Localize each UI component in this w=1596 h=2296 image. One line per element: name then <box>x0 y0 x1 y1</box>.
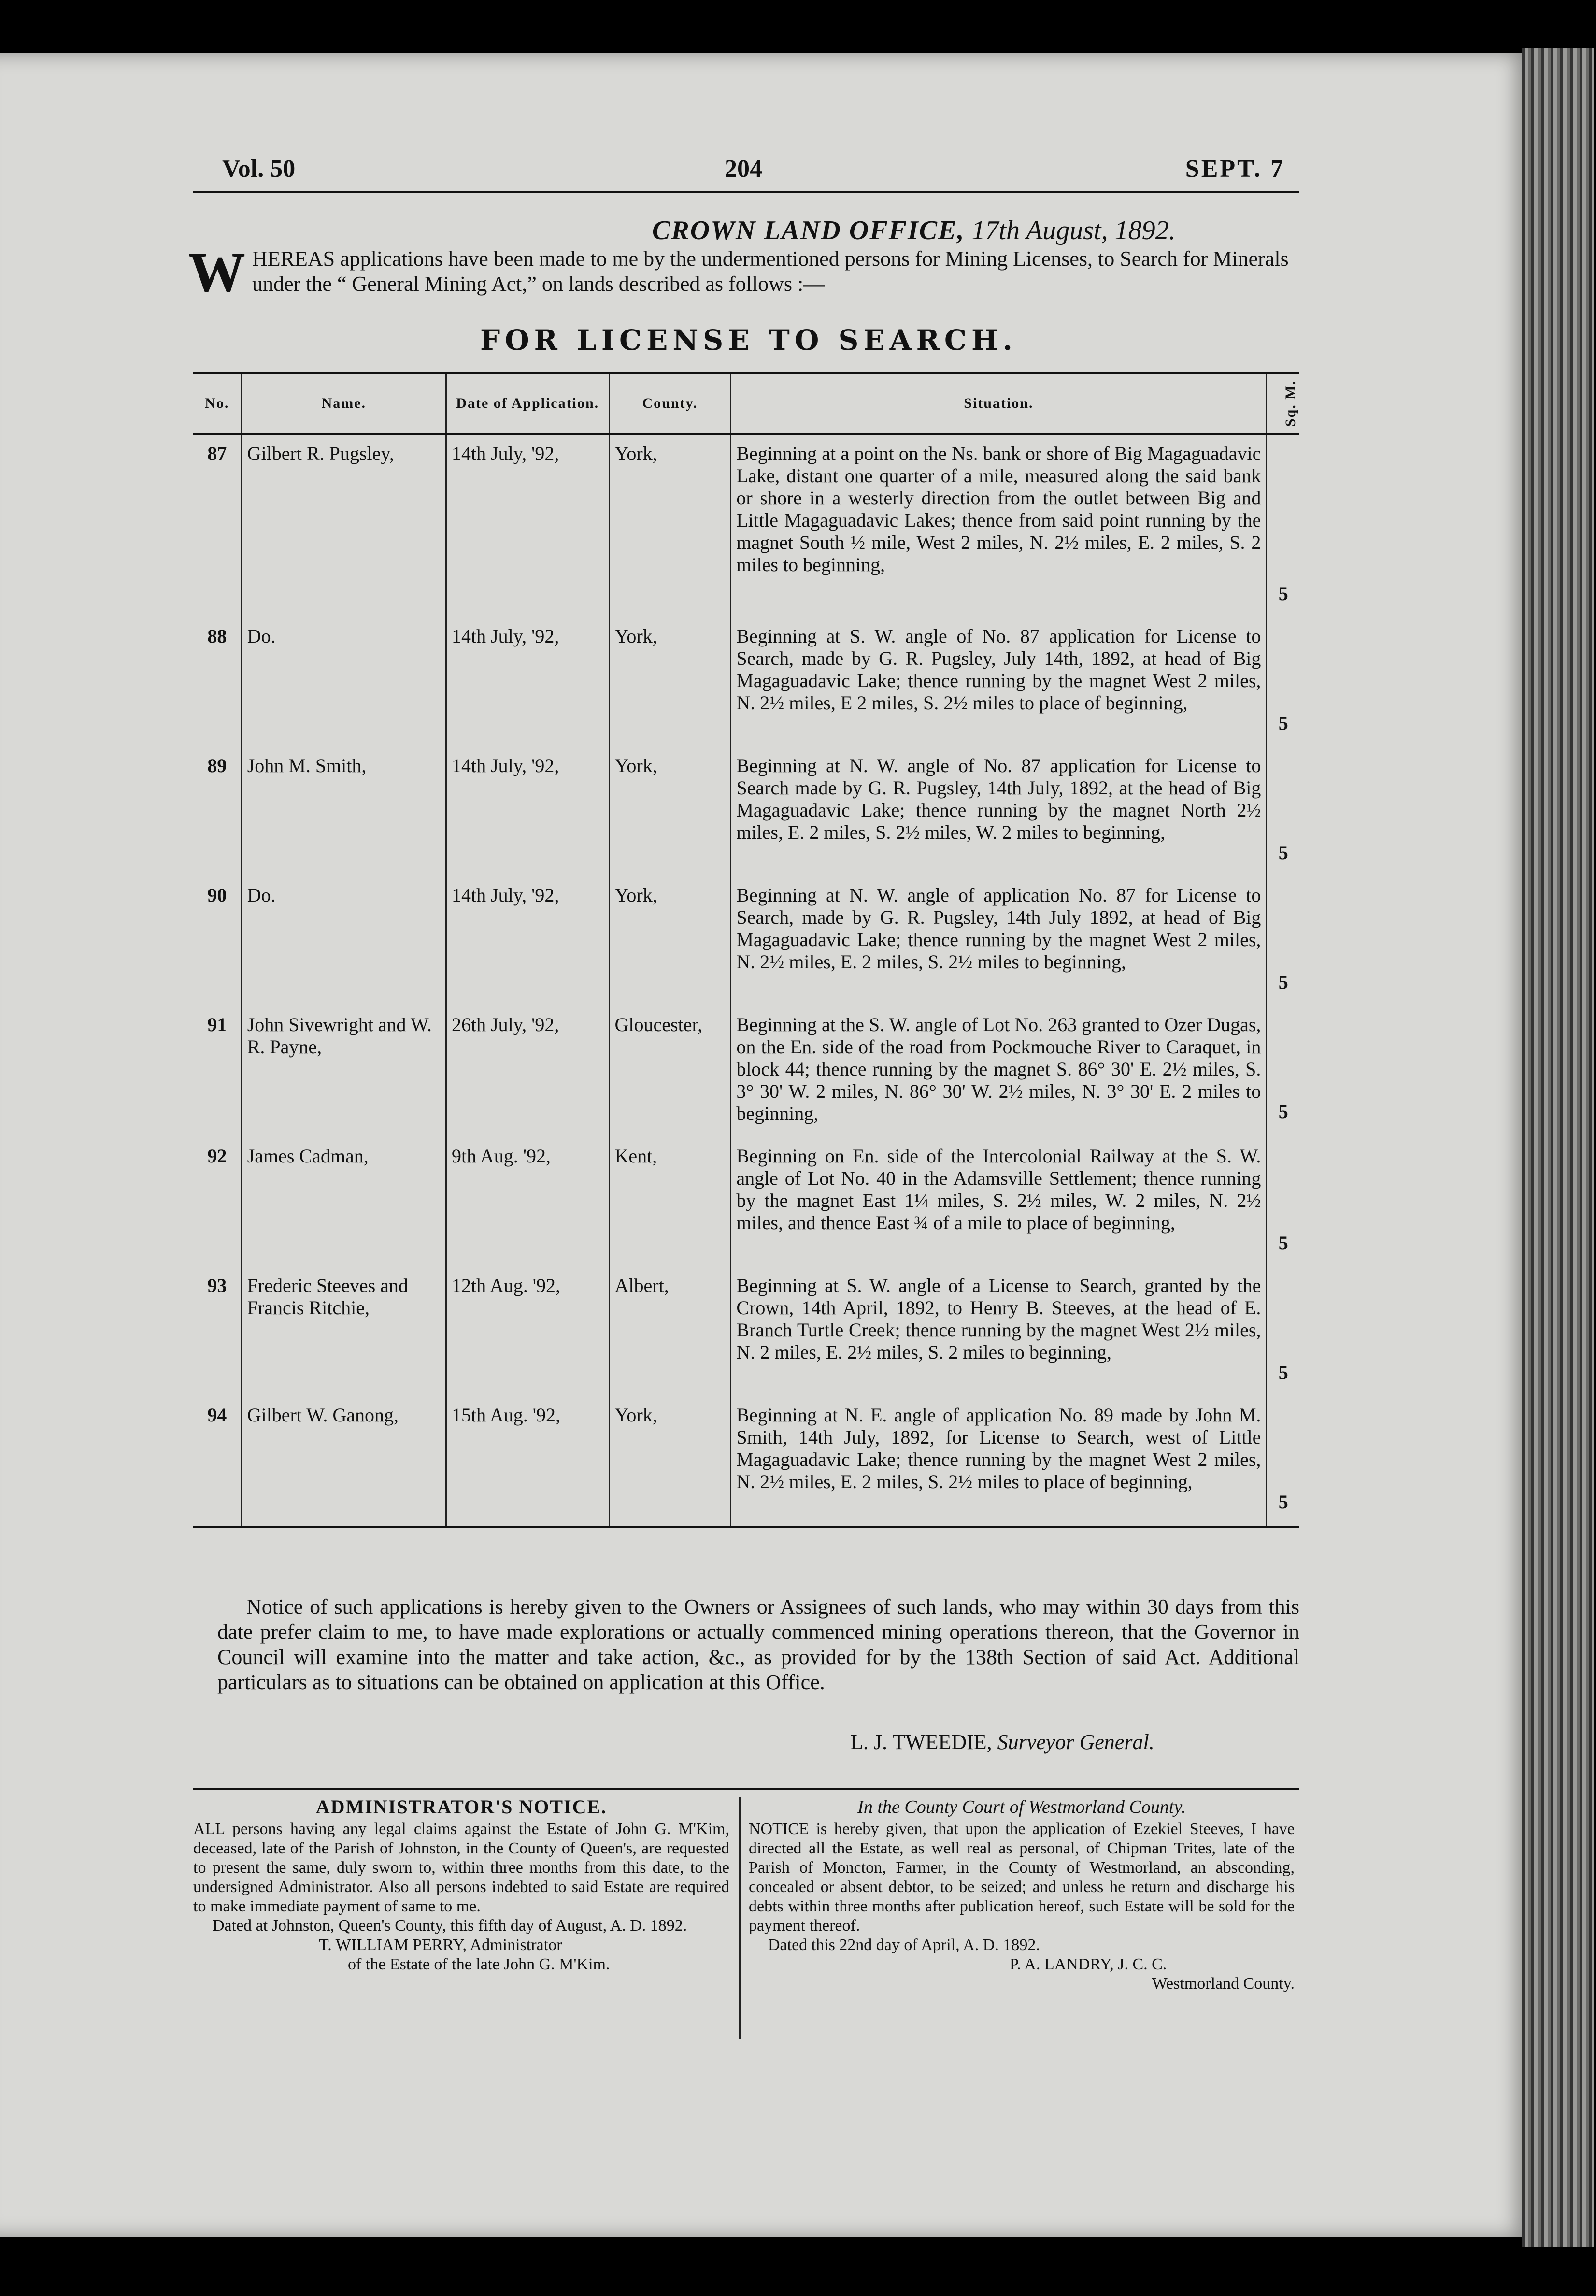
whereas-text: HEREAS applications have been made to me by the undermentioned persons for Mining Licenses, to Search for Minerals under the “ General Mining Act,” on lands described as follows :— <box>252 247 1289 296</box>
notice-paragraph: Notice of such applications is hereby given to the Owners or Assignees of such lands, who may within 30 days from this date prefer claim to me, to have made explorations or actually commenced mining operations thereon, that the Governor in Council will examine into the matter and take action, &c., as provided for by the 138th Section of said Act. Additional particulars as to situations can be obtained on application at this Office. <box>217 1595 1299 1694</box>
row-sq-cell <box>1267 747 1299 876</box>
row-situation: Beginning at a point on the Ns. bank or shore of Big Magaguadavic Lake, distant one quarter of a mile, measured along the said bank or shore in a westerly direction from the outlet between Big and Little Magaguadavic Lakes; thence from said point running by the magnet South ½ mile, West 2 miles, N. 2½ miles, E. 2 miles, S. 2 miles to beginning, <box>731 434 1267 617</box>
table-row <box>193 1267 1299 1396</box>
administrator-notice-body: ALL persons having any legal claims against the Estate of John G. M'Kim, deceased, late of the Parish of Johnston, in the County of Queen's, are requested to present the same, duly sworn to, within three months from this date, to the undersigned Administrator. Also all persons indebted to said Estate are required to make immediate payment of same to me. <box>193 1820 729 1915</box>
footer-rule <box>193 1788 1299 1790</box>
row-name: Do. <box>242 617 446 747</box>
row-no: 89 <box>207 755 227 776</box>
court-signer: P. A. LANDRY, J. C. C. <box>1010 1955 1167 1973</box>
signature-title: Surveyor General. <box>997 1730 1154 1754</box>
row-sq: 5 <box>1278 583 1288 604</box>
row-sq: 5 <box>1278 1491 1288 1513</box>
row-no: 94 <box>193 1396 242 1527</box>
office-date: 17th August, 1892. <box>971 215 1176 245</box>
office-name: CROWN LAND OFFICE, <box>652 215 965 245</box>
license-table <box>193 372 1299 1528</box>
row-date: 26th July, '92, <box>446 1006 609 1137</box>
column-divider <box>739 1797 741 2039</box>
whereas-paragraph <box>188 241 1309 304</box>
row-county: Gloucester, <box>609 1006 731 1137</box>
row-county: York, <box>609 876 731 1006</box>
court-notice-title: In the County Court of Westmorland County. <box>857 1797 1186 1817</box>
row-no: 92 <box>207 1145 227 1167</box>
table-row <box>193 1006 1299 1137</box>
table-row <box>193 434 1299 617</box>
row-situation: Beginning at N. W. angle of No. 87 application for License to Search made by G. R. Pugsley, 14th July, 1892, at the head of Big Magaguadavic Lake; thence running by the magnet North 2½ miles, E. 2 miles, S. 2½ miles, W. 2 miles to beginning, <box>731 747 1267 876</box>
row-sq: 5 <box>1278 712 1288 734</box>
drop-cap: W <box>188 241 245 304</box>
row-situation: Beginning at N. E. angle of application No. 89 made by John M. Smith, 14th July, 1892, for License to Search, west of Little Magaguadavic Lake; thence running by the magnet West 2 miles, N. 2½ miles, E. 2 miles, S. 2½ miles to place of beginning, <box>731 1396 1267 1527</box>
row-situation: Beginning at the S. W. angle of Lot No. 263 granted to Ozer Dugas, on the En. side of the road from Pockmouche River to Caraquet, in block 44; thence running by the magnet S. 86° 30' E. 2½ miles, S. 3° 30' W. 2 miles, N. 86° 30' W. 2½ miles, N. 3° 30' E. 2 miles to beginning, <box>731 1006 1267 1137</box>
row-county: York, <box>609 434 731 617</box>
county-court-notice <box>749 1797 1295 1994</box>
section-title: FOR LICENSE TO SEARCH. <box>480 324 1017 357</box>
row-date: 15th Aug. '92, <box>446 1396 609 1527</box>
row-date: 14th July, '92, <box>446 617 609 747</box>
row-sq-cell <box>1267 876 1299 1006</box>
row-situation: Beginning at N. W. angle of application No. 87 for License to Search, made by G. R. Pugsley, 14th July 1892, at head of Big Magaguadavic Lake; thence running by the magnet West 2 miles, N. 2½ miles, E. 2 miles, S. 2½ miles to beginning, <box>731 876 1267 1006</box>
row-sq-cell <box>1267 1396 1299 1527</box>
row-situation: Beginning at S. W. angle of a License to Search, granted by the Crown, 14th April, 1892, to Henry B. Steeves, at the head of E. Branch Turtle Creek; thence running by the magnet West 2½ miles, N. 2 miles, E. 2½ miles, S. 2 miles to beginning, <box>731 1267 1267 1396</box>
row-county: York, <box>609 1396 731 1527</box>
table-row <box>193 617 1299 747</box>
office-heading <box>652 215 1176 246</box>
row-no: 90 <box>207 884 227 906</box>
header-situation: Situation. <box>731 373 1267 434</box>
row-sq: 5 <box>1278 1232 1288 1254</box>
header-name: Name. <box>242 373 446 434</box>
administrator-notice-dated: Dated at Johnston, Queen's County, this fifth day of August, A. D. 1892. <box>213 1917 687 1935</box>
row-sq: 5 <box>1278 1362 1288 1383</box>
header-county: County. <box>609 373 731 434</box>
header-sq <box>1267 373 1299 434</box>
issue-date: SEPT. 7 <box>1185 155 1285 183</box>
row-name: Do. <box>242 876 446 1006</box>
header-sq-label: Sq. M. <box>1282 380 1299 427</box>
administrator-signer: T. WILLIAM PERRY, Administrator <box>319 1936 562 1954</box>
surveyor-signature <box>850 1730 1154 1754</box>
row-no: 91 <box>207 1014 227 1035</box>
table-row <box>193 1396 1299 1527</box>
page-edges <box>1522 48 1594 2247</box>
header-rule <box>193 191 1299 193</box>
row-situation: Beginning at S. W. angle of No. 87 application for License to Search, made by G. R. Pugsley, July 14th, 1892, at head of Big Magaguadavic Lake; thence running by the magnet West 2 miles, N. 2½ miles, E 2 miles, S. 2½ miles to place of beginning, <box>731 617 1267 747</box>
row-name: James Cadman, <box>242 1137 446 1267</box>
row-county: York, <box>609 747 731 876</box>
administrator-signer-of: of the Estate of the late John G. M'Kim. <box>348 1955 610 1973</box>
row-county: York, <box>609 617 731 747</box>
row-name: John Sivewright and W. R. Payne, <box>242 1006 446 1137</box>
court-notice-dated: Dated this 22nd day of April, A. D. 1892. <box>768 1936 1040 1954</box>
row-no: 88 <box>207 625 227 647</box>
row-sq-cell <box>1267 1006 1299 1137</box>
administrator-notice <box>193 1797 729 1974</box>
row-date: 12th Aug. '92, <box>446 1267 609 1396</box>
row-date: 14th July, '92, <box>446 876 609 1006</box>
row-no: 87 <box>207 443 227 464</box>
table-row <box>193 747 1299 876</box>
row-name: Frederic Steeves and Francis Ritchie, <box>242 1267 446 1396</box>
row-county: Albert, <box>609 1267 731 1396</box>
row-sq-cell <box>1267 617 1299 747</box>
row-name: Gilbert R. Pugsley, <box>242 434 446 617</box>
row-date: 14th July, '92, <box>446 747 609 876</box>
page-number: 204 <box>725 155 762 183</box>
row-no: 93 <box>207 1275 227 1296</box>
row-sq-cell <box>1267 1267 1299 1396</box>
volume-label: Vol. 50 <box>222 155 296 183</box>
signature-name: L. J. TWEEDIE, <box>850 1730 992 1754</box>
row-sq: 5 <box>1278 842 1288 863</box>
court-county: Westmorland County. <box>1152 1975 1295 1993</box>
row-date: 14th July, '92, <box>446 434 609 617</box>
row-sq: 5 <box>1278 971 1288 993</box>
table-row <box>193 1137 1299 1267</box>
row-date: 9th Aug. '92, <box>446 1137 609 1267</box>
header-no: No. <box>193 373 242 434</box>
row-sq-cell <box>1267 434 1299 617</box>
row-name: Gilbert W. Ganong, <box>242 1396 446 1527</box>
court-notice-body: NOTICE is hereby given, that upon the application of Ezekiel Steeves, I have directed all the Estate, as well real as personal, of Chipman Trites, late of the Parish of Moncton, Farmer, in the County of Westmorland, an absconding, concealed or absent debtor, to be seized; and unless he return and discharge his debts within three months after publication hereof, such Estate will be sold for the payment thereof. <box>749 1820 1295 1935</box>
header-date: Date of Application. <box>446 373 609 434</box>
table-header-row <box>193 373 1299 434</box>
administrator-notice-title: ADMINISTRATOR'S NOTICE. <box>315 1796 607 1818</box>
row-county: Kent, <box>609 1137 731 1267</box>
row-name: John M. Smith, <box>242 747 446 876</box>
table-row <box>193 876 1299 1006</box>
row-sq-cell <box>1267 1137 1299 1267</box>
row-sq: 5 <box>1278 1101 1288 1122</box>
row-situation: Beginning on En. side of the Intercolonial Railway at the S. W. angle of Lot No. 40 in the Adamsville Settlement; thence running by the magnet East 1¼ miles, S. 2½ miles, W. 2 miles, N. 2½ miles, and thence East ¾ of a mile to place of beginning, <box>731 1137 1267 1267</box>
